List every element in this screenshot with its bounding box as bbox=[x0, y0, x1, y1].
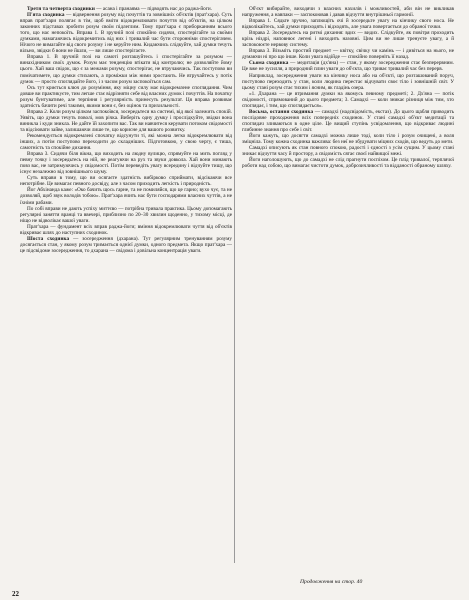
paragraph-text: Прат'хара — фундамент всіх вправ раджа-йоги; вміння відокремлювати чуття від об'єктів відкриває шлях до наступних сходинок. bbox=[20, 223, 232, 236]
paragraph-text: Йоги наголошують, що до самадхі не слід прагнути поспіхом. Це плід тривалої, терплячої роботи над собою, що вимагає чистоти думок, доброзичливості та відданості обраному шляху. bbox=[242, 157, 454, 170]
paragraph bbox=[20, 85, 232, 109]
paragraph-text: Наприклад, зосередження уваги на кінчику носа або на об'єкті, що розташований поруч, поступово переходить у стан, коли людина перестає відчувати своє тіло і зовнішній світ. У цьому стані розум стає тихим і ясним, як гладінь озера. bbox=[242, 72, 454, 91]
paragraph bbox=[20, 187, 232, 205]
paragraph bbox=[20, 236, 232, 254]
section-heading: Сьома сходинка bbox=[249, 60, 289, 67]
paragraph bbox=[242, 109, 454, 133]
paragraph-text: — самадхі (надсвідомість, екстаз). До цього щабля приводить послідовне проходження всіх попередніх сходинок. У стані самадхі об'єкт медитації та споглядач зливаються в одне ціле. Це вищий ступінь усвідомлення, що відкриває людині глибинне знання про себе і світ. bbox=[242, 108, 454, 133]
paragraph bbox=[20, 151, 232, 175]
right-column bbox=[242, 6, 454, 578]
paragraph-text: Йоги кажуть, що досягти самадхі можна лише тоді, коли тіло і розум очищені, а воля зміцніла. Тому кожна сходинка важлива: без неї не збудувати міцних сходів, що ведуть до мети. bbox=[242, 132, 454, 146]
paragraph bbox=[20, 12, 232, 54]
paragraph-text: Ось тут криється ключ до розуміння, яку міцну силу має відокремлене споглядання. Чим довше ви практикуєте, тим легше стає відрізняти себе від власних думок і почуттів. На початку розум бунтуватиме, але терпіння і регулярність принесуть результат. Ця вправа розвиває здатність бачити речі такими, якими вони є, без оцінок та прихильності. bbox=[20, 84, 232, 109]
paragraph-text: Вправа 1. Сядьте зручно, заплющіть очі й зосередьте увагу на кінчику свого носа. Не відволікайтесь, хай думки приходять і відходять, але увага повертається до обраної точки. bbox=[242, 18, 454, 31]
left-column bbox=[20, 6, 232, 578]
paragraph bbox=[242, 133, 454, 145]
page-number: 22 bbox=[12, 590, 19, 598]
paragraph bbox=[20, 224, 232, 236]
section-heading: Шоста сходинка bbox=[27, 235, 70, 242]
paragraph-text: Суть вправи в тому, що ви осягаєте здатність вибірково сприймати, відсікаючи все непотрібне. Це вимагає певного досвіду, але з часом приходить легкість і природність. bbox=[20, 175, 232, 188]
paragraph-text: Вправа 3. Візьміть простий предмет — квітку, свічку чи камінь — і дивіться на нього, не думаючи ні про що інше. Коли увага відійде — спокійно поверніть її назад. bbox=[242, 48, 454, 61]
paragraph-text: Рекомендується відокремлені спочатку відсунути ті, які можна легко відокремлювати від інших, а потім поступово переходити до складніших. Підготовкою, у свою чергу, є тиша, самотність та спокійне дихання. bbox=[20, 132, 232, 152]
paragraph-text: — асана і пранаяма — підводять нас до раджа-йоги. bbox=[95, 6, 212, 12]
paragraph bbox=[242, 73, 454, 91]
paragraph bbox=[20, 109, 232, 133]
column-divider bbox=[234, 8, 235, 563]
paragraph bbox=[20, 133, 232, 151]
continued-note: Продовження на стор. 40 bbox=[300, 579, 363, 585]
paragraph bbox=[242, 157, 454, 169]
paragraph bbox=[20, 206, 232, 224]
paragraph bbox=[242, 30, 454, 48]
paragraph bbox=[242, 18, 454, 30]
section-heading: П'ята сходинка bbox=[27, 12, 65, 19]
paragraph-text: Вправа 2. Коли розум цілком заспокоївся, зосередьтеся на системі, від якої залежить спокій. Уявіть, що думки течуть поволі, мов річка. Виберіть одну думку і прослідкуйте, звідки вона виникла і куди зникла. Не дайте їй захопити вас. Так ви навчитеся керувати потоком свідомості та відсіювати зайве, залишаючи лише те, що корисне для вашого розвитку. bbox=[20, 108, 232, 133]
paragraph bbox=[242, 145, 454, 157]
paragraph-text: Об'єкт вибирайте, виходячи з власних нахилів і можливостей, аби він не викликав напруження, а навпаки — заспокоював і давав відчуття внутрішньої гармонії. bbox=[242, 6, 454, 19]
paragraph-text: «1. Дхарана — це втримання думки на якомусь певному предметі; 2. Дх'яна — потік свідомості, спрямований до цього предмета; 3. Самадхі — коли зникає різниця між тим, хто споглядає, і тим, що споглядається». bbox=[242, 90, 454, 109]
paragraph bbox=[242, 48, 454, 60]
paragraph-text: Самадхі описують як стан повного спокою, радості і єдності з усім сущим. У цьому стані зникає відчуття часу й простору, а свідомість сягає своєї найвищої межі. bbox=[242, 145, 454, 158]
paragraph bbox=[242, 6, 454, 18]
paragraph bbox=[242, 91, 454, 109]
paragraph-text: Вправа 1. В зручній позі на самоті розташуйтесь і спостерігайте за розумом — винахідником своїх думок. Розум має тенденцію втікати від контролю; не дозволяйте йому цього. Хай ваш свідок, що є за межами розуму, спостерігає, не втручаючись. Так поступово ви помічатимете, що думки стихають, а проміжки між ними зростають. Не втручайтесь у потік думок — просто споглядайте його, і з часом розум заспокоїться сам. bbox=[20, 54, 232, 85]
paragraph-text: Йог Абхінанда каже: «Око бачить щось гарне, та не помиляйся, що це гарно; вухо чує, та не дозволяй, щоб звук володів тобою». Прат'хара вчить нас бути господарями власних чуттів, а не їхніми рабами. bbox=[20, 187, 232, 206]
paragraph bbox=[20, 54, 232, 84]
paragraph-text: — відвернення розуму від почуттів та зовнішніх об'єктів (прат'хара). Суть вправ прат'хари полягає в тім, щоб вміти відокремлювати почуття від об'єктів, на цілком законних підставах зробити розум своїм підлеглим. Тому прат'хара є приборканням всього того, що нас непокоїть. Вправа 1. В зручній позі спокійно сидячи, спостерігайте за своїми думками, намагаючись відокремитись від них і тривалий час бути сторонніми спостерігачем. Нічого не вимагайте від свого розуму і не керуйте ним. Кидаючись слідкуйте, хай думки течуть вільно, звідки б вони не йшли, — ви лише спостерігаєте. bbox=[20, 12, 232, 55]
section-heading: Третя та четверта сходинки bbox=[27, 6, 95, 12]
paragraph-text: Вправа 2. Зосередьтесь на ритмі дихання: вдих — видих. Слідкуйте, як повітря проходить крізь ніздрі, наповнює легені і виходить назовні. Цим ви не лише тренуєте увагу, а й заспокоюєте нервову систему. bbox=[242, 30, 454, 49]
section-heading: Восьма, остання сходинка bbox=[249, 108, 314, 115]
paragraph bbox=[242, 60, 454, 72]
paragraph-text: — медитація (дх'яна) — стан, у якому зосередження стає безперервним. Це вже не зусилля, а природний плин уваги до об'єкта, що триває тривалий час без перерв. bbox=[242, 60, 454, 73]
paragraph-text: Вправа 3. Сидячи біля вікна, що виходить на людну вулицю, спрямуйте на мить погляд у певну точку і зосередьтесь на ній, не реагуючи на рух та звуки довкола. Хай вони минають повз вас, не затримуючись у свідомості. Потім переведіть увагу всередину і відчуйте тишу, що існує незалежно від зовнішнього шуму. bbox=[20, 151, 232, 176]
paragraph-text: По собі вправи не дають успіху миттєво — потрібна тривала практика. Цьому допомагають регулярні заняття вранці та ввечері, приблизно по 20–30 хвилин щоденно, у тихому місці, де ніщо не відволікає вашої уваги. bbox=[20, 205, 232, 224]
paragraph-text: — зосередження (дхарана). Тут регулярним тренуванням розуму досягається стан, у якому розум тримається однієї думки, одного предмета. Якщо прат'хара — це підсвідоме зосередження, то дхарана — свідома і довільна концентрація уваги. bbox=[20, 235, 232, 254]
paragraph bbox=[20, 175, 232, 187]
